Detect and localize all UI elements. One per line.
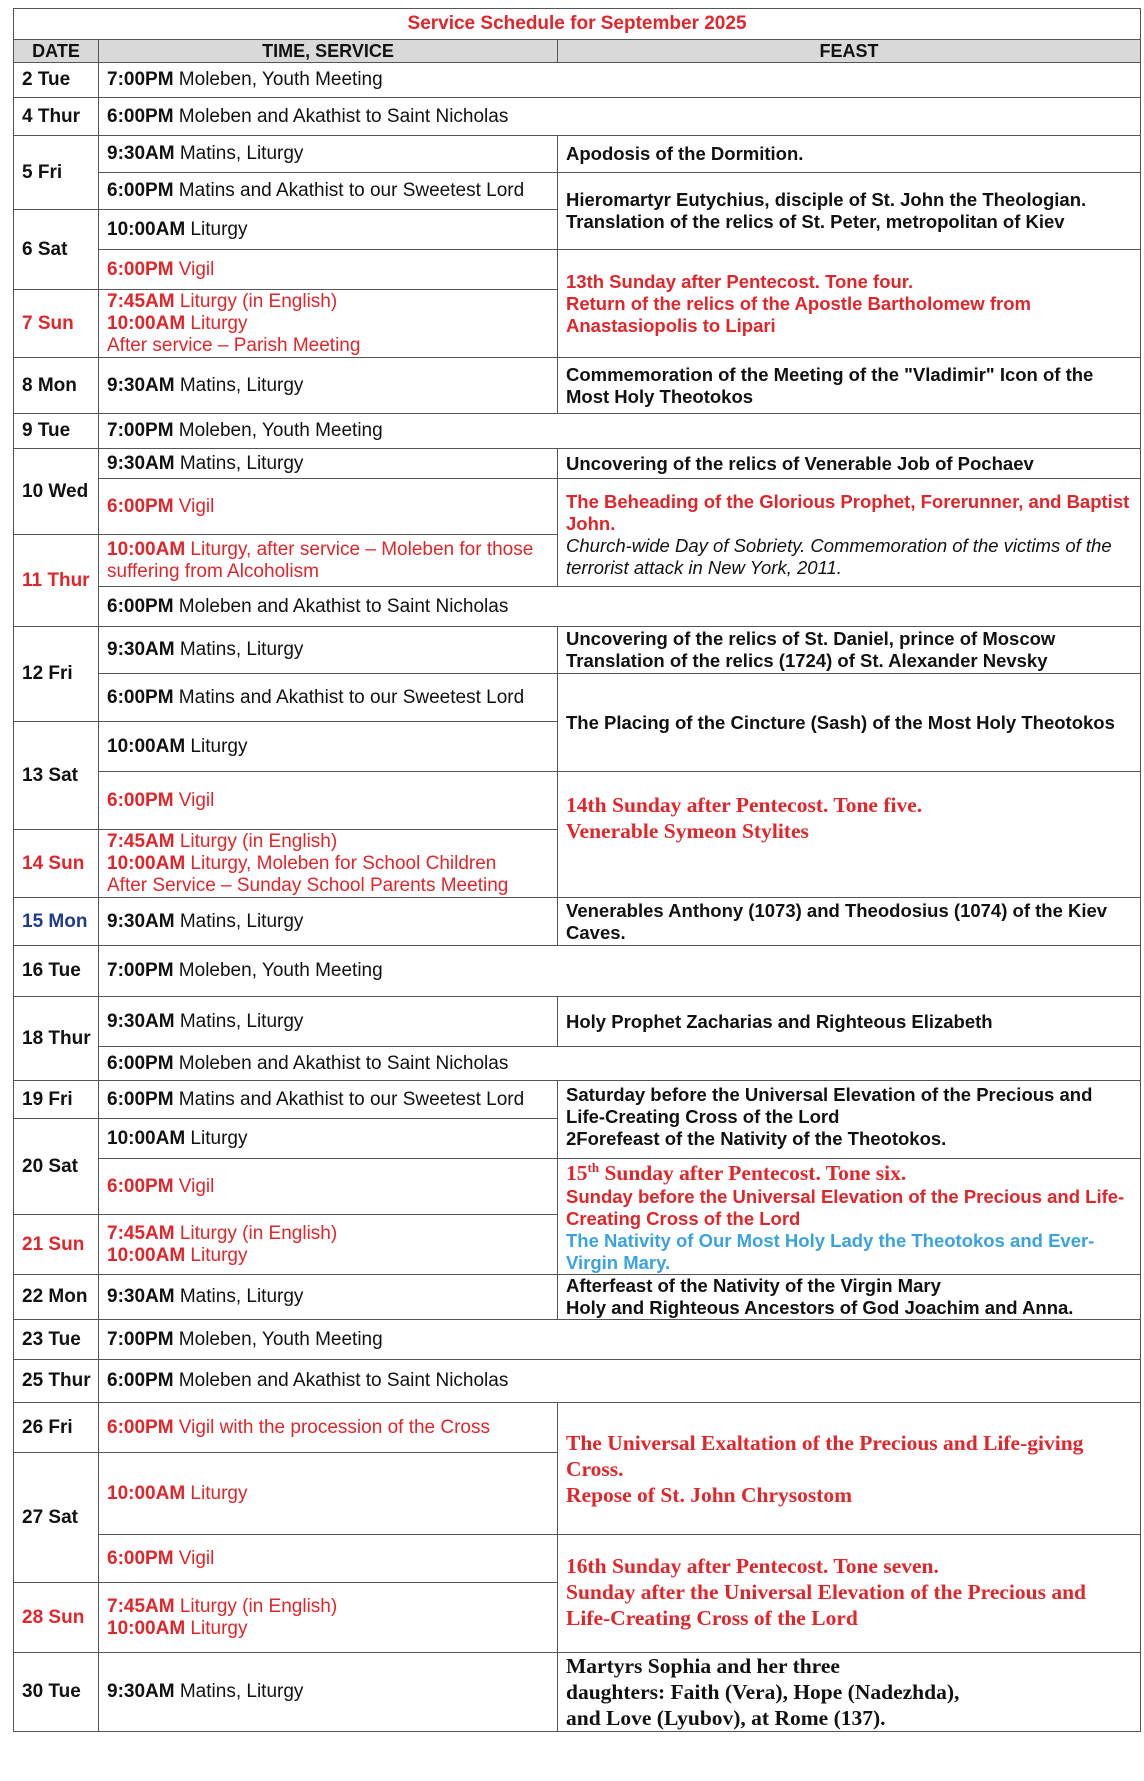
service-cell bbox=[99, 210, 558, 250]
table-row bbox=[14, 1360, 1141, 1403]
feast-cell bbox=[558, 1403, 1141, 1535]
service-cell bbox=[99, 722, 558, 772]
service-desc: Matins, Liturgy bbox=[174, 452, 304, 474]
schedule-sheet bbox=[13, 8, 1140, 1770]
table-row bbox=[14, 1653, 1141, 1732]
service-time: 10:00AM bbox=[107, 1127, 186, 1149]
date-cell: 26 Fri bbox=[14, 1403, 99, 1453]
header-feast: FEAST bbox=[558, 40, 1141, 63]
service-time: 9:30AM bbox=[107, 639, 175, 660]
date-cell: 2 Tue bbox=[14, 63, 99, 98]
feast-text: Uncovering of the relics of St. Daniel, prince of Moscow bbox=[566, 628, 1056, 649]
service-desc: Matins and Akathist to our Sweetest Lord bbox=[173, 686, 525, 708]
service-desc: Matins, Liturgy bbox=[174, 374, 304, 396]
service-desc: After Service – Sunday School Parents Meeting bbox=[107, 874, 509, 896]
service-desc: Matins, Liturgy bbox=[174, 1010, 304, 1032]
feast-cell bbox=[558, 136, 1141, 173]
date-cell: 12 Fri bbox=[14, 627, 99, 722]
date-cell: 6 Sat bbox=[14, 210, 99, 290]
feast-cell bbox=[558, 449, 1141, 479]
date-cell: 18 Thur bbox=[14, 997, 99, 1081]
feast-text: The Universal Exaltation of the Precious and Life-giving Cross. bbox=[566, 1430, 1084, 1481]
feast-heading: 15th Sunday after Pentecost. Tone six. bbox=[566, 1159, 907, 1185]
service-cell bbox=[99, 1453, 558, 1535]
service-time: 6:00PM bbox=[107, 686, 174, 708]
service-time: 6:00PM bbox=[107, 495, 174, 517]
feast-cell bbox=[558, 1081, 1141, 1159]
service-desc: Liturgy (in English) bbox=[174, 830, 338, 852]
service-desc: Liturgy (in English) bbox=[174, 1595, 338, 1617]
service-cell bbox=[99, 1535, 558, 1583]
feast-cell bbox=[558, 1275, 1141, 1320]
service-time: 6:00PM bbox=[107, 105, 174, 127]
feast-text: Return of the relics of the Apostle Bartholomew from Anastasiopolis to Lipari bbox=[566, 292, 1031, 336]
service-cell bbox=[99, 535, 558, 587]
date-cell: 28 Sun bbox=[14, 1583, 99, 1653]
service-cell bbox=[99, 1360, 1141, 1403]
date-cell: 21 Sun bbox=[14, 1215, 99, 1275]
table-row bbox=[14, 898, 1141, 946]
service-time: 9:30AM bbox=[107, 452, 175, 474]
date-cell: 9 Tue bbox=[14, 414, 99, 449]
service-desc: Matins and Akathist to our Sweetest Lord bbox=[173, 1088, 525, 1110]
table-row bbox=[14, 627, 1141, 674]
service-time: 10:00AM bbox=[107, 1617, 186, 1639]
date-cell: 10 Wed bbox=[14, 449, 99, 535]
schedule-title: Service Schedule for September 2025 bbox=[14, 9, 1141, 40]
feast-cell bbox=[558, 173, 1141, 250]
service-cell bbox=[99, 63, 1141, 98]
service-cell bbox=[99, 250, 558, 290]
date-cell: 5 Fri bbox=[14, 136, 99, 210]
table-row bbox=[14, 587, 1141, 627]
service-time: 7:00PM bbox=[107, 69, 174, 90]
service-time: 10:00AM bbox=[107, 312, 186, 334]
service-cell bbox=[99, 946, 1141, 997]
service-cell bbox=[99, 587, 1141, 627]
feast-cell bbox=[558, 1653, 1141, 1732]
header-time-service: TIME, SERVICE bbox=[99, 40, 558, 63]
feast-text: Hieromartyr Eutychius, disciple of St. John the Theologian. bbox=[566, 189, 1087, 210]
service-time: 6:00PM bbox=[107, 1416, 174, 1438]
service-desc: Vigil bbox=[173, 495, 215, 517]
feast-text: Translation of the relics of St. Peter, metropolitan of Kiev bbox=[566, 211, 1065, 232]
date-cell: 23 Tue bbox=[14, 1320, 99, 1360]
table-row bbox=[14, 449, 1141, 479]
service-desc: Liturgy (in English) bbox=[174, 1222, 338, 1244]
service-time: 6:00PM bbox=[107, 1088, 174, 1110]
feast-text: 13th Sunday after Pentecost. Tone four. bbox=[566, 270, 914, 292]
service-time: 6:00PM bbox=[107, 180, 174, 201]
service-cell bbox=[99, 173, 558, 210]
service-cell bbox=[99, 1215, 558, 1275]
service-desc: Moleben, Youth Meeting bbox=[173, 1328, 383, 1350]
table-row bbox=[14, 1535, 1141, 1583]
service-desc: Liturgy bbox=[185, 735, 248, 757]
feast-cell bbox=[558, 1159, 1141, 1275]
service-desc: After service – Parish Meeting bbox=[107, 334, 361, 356]
service-desc: Liturgy, after service – Moleben for those suffering from Alcoholism bbox=[107, 538, 534, 582]
feast-text: Repose of St. John Chrysostom bbox=[566, 1482, 853, 1507]
service-cell bbox=[99, 627, 558, 674]
service-cell bbox=[99, 1275, 558, 1320]
service-time: 9:30AM bbox=[107, 143, 175, 164]
service-desc: Vigil with the procession of the Cross bbox=[173, 1416, 490, 1438]
feast-text: Apodosis of the Dormition. bbox=[566, 143, 804, 164]
service-cell bbox=[99, 1119, 558, 1159]
service-cell bbox=[99, 772, 558, 830]
feast-text: daughters: Faith (Vera), Hope (Nadezhda), bbox=[566, 1680, 960, 1704]
service-desc: Vigil bbox=[173, 1175, 215, 1197]
date-cell: 19 Fri bbox=[14, 1081, 99, 1119]
table-row bbox=[14, 173, 1141, 210]
service-time: 10:00AM bbox=[107, 735, 186, 757]
service-desc: Moleben and Akathist to Saint Nicholas bbox=[173, 1052, 509, 1074]
date-cell: 20 Sat bbox=[14, 1119, 99, 1215]
date-cell: 13 Sat bbox=[14, 722, 99, 830]
table-row bbox=[14, 479, 1141, 535]
service-cell bbox=[99, 1653, 558, 1732]
service-desc: Liturgy bbox=[185, 1482, 248, 1504]
table-row bbox=[14, 1047, 1141, 1081]
service-cell bbox=[99, 479, 558, 535]
service-desc: Liturgy bbox=[185, 1244, 248, 1266]
service-cell bbox=[99, 1403, 558, 1453]
table-row bbox=[14, 1320, 1141, 1360]
table-row bbox=[14, 98, 1141, 136]
feast-cell bbox=[558, 627, 1141, 674]
feast-text: The Nativity of Our Most Holy Lady the Theotokos and Ever-Virgin Mary. bbox=[566, 1230, 1095, 1273]
service-cell bbox=[99, 358, 558, 414]
table-row bbox=[14, 1275, 1141, 1320]
service-desc: Moleben and Akathist to Saint Nicholas bbox=[173, 1370, 509, 1391]
service-time: 9:30AM bbox=[107, 1010, 175, 1032]
feast-text: Afterfeast of the Nativity of the Virgin Mary bbox=[566, 1275, 941, 1296]
table-row bbox=[14, 358, 1141, 414]
feast-cell bbox=[558, 772, 1141, 898]
feast-cell bbox=[558, 1535, 1141, 1653]
feast-text: Uncovering of the relics of Venerable Job of Pochaev bbox=[566, 452, 1034, 474]
date-cell: 7 Sun bbox=[14, 290, 99, 358]
feast-text: The Beheading of the Glorious Prophet, Forerunner, and Baptist John. bbox=[566, 491, 1130, 534]
service-time: 10:00AM bbox=[107, 538, 186, 560]
service-time: 6:00PM bbox=[107, 1547, 174, 1569]
date-cell: 30 Tue bbox=[14, 1653, 99, 1732]
service-cell bbox=[99, 830, 558, 898]
date-cell: 8 Mon bbox=[14, 358, 99, 414]
feast-text: Sunday after the Universal Elevation of the Precious and Life-Creating Cross of the Lord bbox=[566, 1580, 1086, 1630]
service-time: 6:00PM bbox=[107, 789, 174, 811]
service-desc: Liturgy bbox=[185, 312, 248, 334]
service-time: 7:45AM bbox=[107, 1595, 175, 1617]
feast-text: 2Forefeast of the Nativity of the Theotokos. bbox=[566, 1128, 947, 1149]
service-time: 7:00PM bbox=[107, 420, 174, 441]
schedule-table bbox=[13, 8, 1141, 1732]
table-row bbox=[14, 772, 1141, 830]
service-time: 10:00AM bbox=[107, 1244, 186, 1266]
feast-text: 14th Sunday after Pentecost. Tone five. bbox=[566, 793, 923, 817]
service-time: 6:00PM bbox=[107, 1370, 174, 1391]
header-date: DATE bbox=[14, 40, 99, 63]
feast-cell bbox=[558, 674, 1141, 772]
feast-cell bbox=[558, 250, 1141, 358]
service-time: 9:30AM bbox=[107, 1286, 175, 1307]
table-row bbox=[14, 946, 1141, 997]
service-time: 7:00PM bbox=[107, 1328, 174, 1350]
service-time: 10:00AM bbox=[107, 218, 186, 240]
feast-cell bbox=[558, 479, 1141, 587]
date-cell: 16 Tue bbox=[14, 946, 99, 997]
feast-text: 16th Sunday after Pentecost. Tone seven. bbox=[566, 1554, 939, 1578]
date-cell: 14 Sun bbox=[14, 830, 99, 898]
service-time: 10:00AM bbox=[107, 852, 186, 874]
table-row bbox=[14, 63, 1141, 98]
date-cell: 22 Mon bbox=[14, 1275, 99, 1320]
service-desc: Matins, Liturgy bbox=[174, 639, 304, 660]
service-cell bbox=[99, 1320, 1141, 1360]
table-row bbox=[14, 136, 1141, 173]
service-cell bbox=[99, 1583, 558, 1653]
date-cell: 11 Thur bbox=[14, 535, 99, 627]
feast-text: Saturday before the Universal Elevation of the Precious and Life-Creating Cross of the Lord bbox=[566, 1084, 1093, 1127]
service-time: 7:45AM bbox=[107, 1222, 175, 1244]
service-time: 6:00PM bbox=[107, 258, 174, 280]
feast-text: Church-wide Day of Sobriety. Commemoration of the victims of the terrorist attack in New York, 2011. bbox=[566, 535, 1112, 578]
date-cell: 25 Thur bbox=[14, 1360, 99, 1403]
service-desc: Matins, Liturgy bbox=[174, 143, 304, 164]
service-desc: Liturgy bbox=[185, 1617, 248, 1639]
service-time: 6:00PM bbox=[107, 1175, 174, 1197]
service-desc: Moleben, Youth Meeting bbox=[173, 69, 383, 90]
service-time: 9:30AM bbox=[107, 910, 175, 932]
table-row bbox=[14, 1403, 1141, 1453]
service-cell bbox=[99, 898, 558, 946]
service-desc: Moleben and Akathist to Saint Nicholas bbox=[173, 595, 509, 617]
service-cell bbox=[99, 449, 558, 479]
service-desc: Matins, Liturgy bbox=[174, 1681, 304, 1702]
service-desc: Liturgy bbox=[185, 218, 248, 240]
feast-text: Martyrs Sophia and her three bbox=[566, 1654, 840, 1678]
service-desc: Moleben, Youth Meeting bbox=[173, 420, 383, 441]
service-cell bbox=[99, 997, 558, 1047]
feast-text: Venerables Anthony (1073) and Theodosius (1074) of the Kiev Caves. bbox=[566, 899, 1108, 943]
service-desc: Matins, Liturgy bbox=[174, 1286, 304, 1307]
service-time: 9:30AM bbox=[107, 374, 175, 396]
service-time: 10:00AM bbox=[107, 1482, 186, 1504]
service-cell bbox=[99, 1047, 1141, 1081]
feast-text: Venerable Symeon Stylites bbox=[566, 819, 809, 843]
table-row bbox=[14, 1081, 1141, 1119]
feast-text: Holy Prophet Zacharias and Righteous Elizabeth bbox=[566, 1010, 993, 1032]
date-cell: 27 Sat bbox=[14, 1453, 99, 1583]
service-desc: Moleben, Youth Meeting bbox=[173, 960, 383, 981]
table-row bbox=[14, 414, 1141, 449]
feast-cell bbox=[558, 997, 1141, 1047]
service-time: 7:00PM bbox=[107, 960, 174, 981]
service-desc: Liturgy, Moleben for School Children bbox=[185, 852, 497, 874]
table-row bbox=[14, 997, 1141, 1047]
date-cell: 15 Mon bbox=[14, 898, 99, 946]
service-cell bbox=[99, 136, 558, 173]
feast-text: Commemoration of the Meeting of the "Vladimir" Icon of the Most Holy Theotokos bbox=[566, 363, 1094, 407]
service-desc: Liturgy (in English) bbox=[174, 290, 338, 312]
service-desc: Liturgy bbox=[185, 1127, 248, 1149]
service-desc: Moleben and Akathist to Saint Nicholas bbox=[173, 105, 509, 127]
service-cell bbox=[99, 1159, 558, 1215]
service-cell bbox=[99, 1081, 558, 1119]
service-time: 6:00PM bbox=[107, 1052, 174, 1074]
feast-cell bbox=[558, 358, 1141, 414]
date-cell: 4 Thur bbox=[14, 98, 99, 136]
service-cell bbox=[99, 674, 558, 722]
service-desc: Matins and Akathist to our Sweetest Lord bbox=[173, 180, 525, 201]
table-row bbox=[14, 1159, 1141, 1215]
service-time: 7:45AM bbox=[107, 830, 175, 852]
feast-text: Sunday before the Universal Elevation of the Precious and Life-Creating Cross of the Lord bbox=[566, 1186, 1125, 1229]
table-row bbox=[14, 674, 1141, 722]
service-desc: Vigil bbox=[173, 789, 215, 811]
service-time: 9:30AM bbox=[107, 1681, 175, 1702]
service-cell bbox=[99, 98, 1141, 136]
service-time: 7:45AM bbox=[107, 290, 175, 312]
feast-text: and Love (Lyubov), at Rome (137). bbox=[566, 1706, 886, 1730]
service-cell bbox=[99, 290, 558, 358]
service-desc: Vigil bbox=[173, 258, 215, 280]
service-time: 6:00PM bbox=[107, 595, 174, 617]
feast-cell bbox=[558, 898, 1141, 946]
feast-text: The Placing of the Cincture (Sash) of the Most Holy Theotokos bbox=[566, 711, 1115, 733]
service-desc: Matins, Liturgy bbox=[174, 910, 304, 932]
feast-text: Translation of the relics (1724) of St. Alexander Nevsky bbox=[566, 650, 1048, 671]
service-desc: Vigil bbox=[173, 1547, 215, 1569]
feast-text: Holy and Righteous Ancestors of God Joachim and Anna. bbox=[566, 1297, 1074, 1318]
service-cell bbox=[99, 414, 1141, 449]
table-row bbox=[14, 250, 1141, 290]
